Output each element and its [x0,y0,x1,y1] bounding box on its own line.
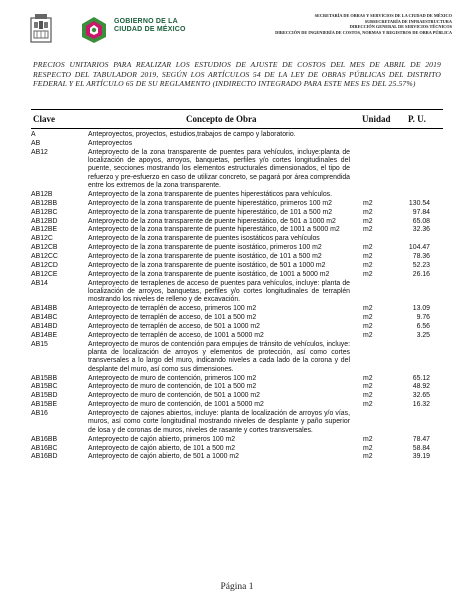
row-pu: 48.92 [412,383,430,391]
row-concepto: Anteproyecto de cajón abierto, primeros 100 m2 [88,435,236,443]
row-unidad [350,131,396,139]
row-clave: AB16BB [31,435,58,443]
row-unidad: m2 [363,217,373,225]
row-concepto: Anteproyecto de muros de contención para empujes de tránsito de vehículos, incluye: planta de localización de arroyos y elementos de protección, así como cortes transversales a lo largo del muro, indicando niveles a cada lado de la corona y del desplante del muro, así como sus dimensiones. [88,340,350,373]
row-unidad [350,410,396,435]
dept-line-direccion-general: DIRECCIÓN GENERAL DE SERVICIOS TÉCNICOS [349,24,452,30]
row-unidad [350,149,396,190]
row-clave: AB14BB [31,305,58,313]
row-concepto: Anteproyecto de cajones abiertos, incluye: planta de localización de arroyos y/o vías, muros, así como corte longitudinal mostrando niveles de desplante y paño superior de losa y de coronas de muros, niveles de rasante y cortes transversales. [88,410,350,434]
row-concepto: Anteproyecto de la zona transparente de puentes hiperestáticos para vehículos. [88,190,333,198]
row-concepto: Anteproyecto de terraplenes de acceso de puentes para vehículos, incluye: planta de localización de arroyos, banquetas, perfiles y/o cortes longitudinales de terraplén mostrando los niveles de relleno y de excavación. [88,279,350,304]
row-clave: AB16BD [31,453,58,461]
department-lines [152,13,452,35]
cdmx-hexagon-logo-icon [80,16,108,44]
city-seal-icon [28,12,54,46]
row-concepto: Anteproyecto de la zona transparente de puente isostático, primeros 100 m2 [88,244,322,252]
row-pu: 32.65 [412,392,430,400]
row-pu: 58.84 [412,444,430,452]
table-row [31,140,443,148]
table-row [31,262,443,270]
table-row [31,235,443,243]
row-clave: AB14BC [31,314,58,322]
row-clave: AB15 [31,340,48,348]
table-row [31,436,443,444]
row-unidad: m2 [363,226,373,234]
table-row [31,375,443,383]
row-unidad [350,191,396,199]
row-pu: 3.25 [416,331,430,339]
row-concepto: Anteproyecto de terraplén de acceso, de 1001 a 5000 m2 [88,331,264,339]
table-row [31,453,443,461]
row-clave: AB15BE [31,401,58,409]
row-unidad: m2 [363,314,373,322]
table-row [31,200,443,208]
row-unidad: m2 [363,444,373,452]
page-number: Página 1 [220,582,254,592]
row-clave: AB12BD [31,217,58,225]
table-row [31,410,443,435]
row-unidad: m2 [363,392,373,400]
table-row [31,305,443,313]
row-pu [396,410,430,435]
row-concepto: Anteproyecto de la zona transparente de puente hiperestático, de 101 a 500 m2 [88,208,333,216]
row-clave: AB14BE [31,331,58,339]
row-clave: AB14 [31,279,48,287]
row-unidad: m2 [363,244,373,252]
row-clave: AB12BC [31,208,58,216]
row-unidad [350,341,396,374]
row-unidad [350,280,396,305]
government-name-line2: CIUDAD DE MÉXICO [114,26,186,33]
row-pu: 130.54 [408,199,430,207]
row-clave: AB12CB [31,244,58,252]
dept-line-subsecretaria: SUBSECRETARÍA DE INFRAESTRUCTURA [364,18,452,24]
row-pu [396,149,430,190]
table-row [31,253,443,261]
header-pu: P. U. [408,114,426,124]
table-row [31,332,443,340]
row-pu [396,235,430,243]
table-row [31,383,443,391]
table-row [31,392,443,400]
row-concepto: Anteproyecto de la zona transparente de puente isostático, de 1001 a 5000 m2 [88,270,330,278]
row-pu [396,280,430,305]
row-unidad: m2 [363,323,373,331]
row-unidad: m2 [363,401,373,409]
table-row [31,401,443,409]
row-concepto: Anteproyecto de terraplén de acceso, de 501 a 1000 m2 [88,323,261,331]
row-unidad: m2 [363,453,373,461]
row-unidad: m2 [363,435,373,443]
row-clave: AB14BD [31,323,58,331]
row-pu: 26.16 [412,270,430,278]
row-pu: 65.08 [412,217,430,225]
row-clave: AB15BC [31,383,58,391]
header-unidad: Unidad [362,114,391,124]
row-concepto: Anteproyecto de la zona transparente de puentes para vehículos, incluye:planta de localización de apoyos, arroyos, banquetas, perfiles y/o cortes longitudinales del puente, secciones mostrando los elementos estructurales dimensionados, el tipo de refuerzo y pre-esfuerzo en caso de utilizar concreto, se pagará por área comprendida entre los extremos de la zona transparente. [88,148,350,189]
row-concepto: Anteproyecto de la zona transparente de puentes isostáticos para vehículos [88,235,320,243]
row-unidad: m2 [363,305,373,313]
row-unidad [350,235,396,243]
table-row [31,244,443,252]
row-clave: AB16BC [31,444,58,452]
row-clave: AB12B [31,190,53,198]
table-row [31,209,443,217]
row-pu: 78.47 [412,435,430,443]
row-unidad: m2 [363,383,373,391]
row-concepto: Anteproyecto de terraplén de acceso, de 101 a 500 m2 [88,314,257,322]
row-concepto: Anteproyecto de muro de contención, de 101 a 500 m2 [88,383,257,391]
table-row [31,323,443,331]
header-clave: Clave [33,114,55,124]
row-concepto: Anteproyecto de muro de contención, de 1001 a 5000 m2 [88,401,264,409]
table-row [31,149,443,190]
row-pu [396,341,430,374]
row-unidad: m2 [363,208,373,216]
table-row [31,314,443,322]
row-concepto: Anteproyecto de la zona transparente de puente isostático, de 501 a 1000 m2 [88,261,326,269]
row-clave: AB [31,139,41,147]
table-row [31,341,443,374]
row-unidad [350,140,396,148]
row-clave: AB15BD [31,392,58,400]
dept-line-direccion-ingenieria: DIRECCIÓN DE INGENIERÍA DE COSTOS, NORMAS Y REGISTROS DE OBRA PÚBLICA [275,29,452,35]
government-name-line1: GOBIERNO DE LA [114,18,178,25]
row-unidad: m2 [363,261,373,269]
row-clave: A [31,131,36,138]
row-clave: AB12C [31,235,53,243]
table-row [31,280,443,305]
row-concepto: Anteproyecto de terraplén de acceso, primeros 100 m2 [88,305,257,313]
row-concepto: Anteproyecto de la zona transparente de puente hiperestático, de 1001 a 5000 m2 [88,226,340,234]
table-row [31,271,443,279]
row-pu: 39.19 [412,453,430,461]
table-row [31,191,443,199]
row-clave: AB12 [31,148,48,156]
table-row [31,445,443,453]
row-unidad: m2 [363,253,373,261]
intro-paragraph: PRECIOS UNITARIOS PARA REALIZAR LOS ESTUDIOS DE AJUSTE DE COSTOS DEL MES DE ABRIL DE 2019 RESPECTO DEL TABULADOR 2019, SEGÚN LOS ARTÍCULOS 54 DE LA LEY DE OBRAS PÚBLICAS DEL DISTRITO FEDERAL Y EL ARTÍCULO 65 DE SU REGLAMENTO (INDIRECTO INTEGRADO PARA ESTE MES ES DEL 25.57%) [33,60,441,89]
dept-line-secretaria: SECRETARÍA DE OBRAS Y SERVICIOS DE LA CIUDAD DE MÉXICO [314,13,452,18]
table-row [31,226,443,234]
table-header [31,109,443,129]
row-concepto: Anteproyecto de la zona transparente de puente hiperestático, de 501 a 1000 m2 [88,217,336,225]
row-pu [396,191,430,199]
row-concepto: Anteproyecto de cajón abierto, de 101 a 500 m2 [88,444,236,452]
table-row [31,131,443,139]
row-pu: 78.36 [412,253,430,261]
row-unidad: m2 [363,270,373,278]
row-pu: 32.36 [412,226,430,234]
row-concepto: Anteproyecto de cajón abierto, de 501 a 1000 m2 [88,453,239,461]
row-pu: 104.47 [408,244,430,252]
row-concepto: Anteproyecto de la zona transparente de puente isostático, de 101 a 500 m2 [88,253,322,261]
row-concepto: Anteproyectos, proyectos, estudios,trabajos de campo y laboratorio. [88,131,296,138]
row-concepto: Anteproyectos [88,139,133,147]
row-concepto: Anteproyecto de la zona transparente de puente hiperestático, primeros 100 m2 [88,199,333,207]
row-clave: AB16 [31,410,48,418]
row-pu: 52.23 [412,261,430,269]
row-pu [396,140,430,148]
row-concepto: Anteproyecto de muro de contención, de 501 a 1000 m2 [88,392,261,400]
row-pu: 9.76 [416,314,430,322]
row-clave: AB12CD [31,261,58,269]
table-body [31,131,443,462]
row-unidad: m2 [363,331,373,339]
table-row [31,218,443,226]
row-clave: AB12CC [31,253,58,261]
row-pu: 6.56 [416,323,430,331]
row-concepto: Anteproyecto de muro de contención, primeros 100 m2 [88,374,257,382]
row-pu: 65.12 [412,374,430,382]
row-clave: AB12CE [31,270,58,278]
price-table [31,109,443,462]
header-concepto: Concepto de Obra [186,114,257,124]
row-pu: 97.84 [412,208,430,216]
row-pu [396,131,430,139]
row-pu: 13.09 [412,305,430,313]
row-clave: AB12BB [31,199,58,207]
row-clave: AB12BE [31,226,58,234]
row-pu: 16.32 [412,401,430,409]
row-clave: AB15BB [31,374,58,382]
row-unidad: m2 [363,374,373,382]
row-unidad: m2 [363,199,373,207]
page-header [22,10,452,50]
